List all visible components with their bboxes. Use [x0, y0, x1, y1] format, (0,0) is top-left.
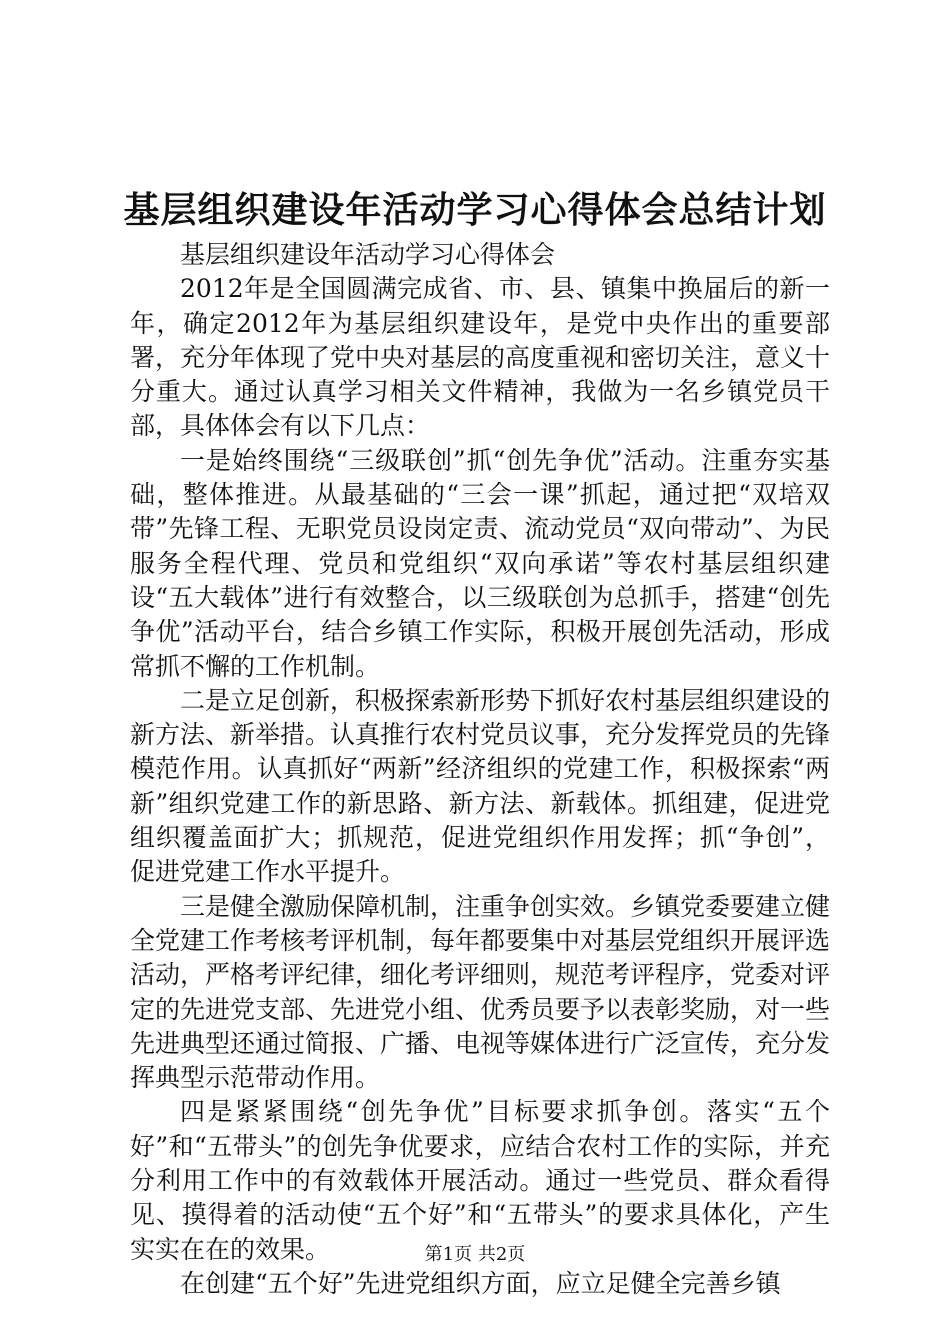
page-number-footer: 第1页 共2页: [424, 1244, 526, 1265]
paragraph: 四是紧紧围绕“创先争优”目标要求抓争创。落实“五个好”和“五带头”的创先争优要求，应结合农村工作的实际，并充分利用工作中的有效载体开展活动。通过一些党员、群众看得见、摸得着的活动使“五个好”和“五带头”的要求具体化，产生实实在在的效果。: [130, 1097, 830, 1264]
document-title: 基层组织建设年活动学习心得体会总结计划: [123, 189, 827, 231]
paragraph: 二是立足创新，积极探索新形势下抓好农村基层组织建设的新方法、新举措。认真推行农村党员议事，充分发挥党员的先锋模范作用。认真抓好“两新”经济组织的党建工作，积极探索“两新”组织党建工作的新思路、新方法、新载体。抓组建，促进党组织覆盖面扩大；抓规范，促进党组织作用发挥；抓“争创”，促进党建工作水平提升。: [130, 685, 831, 887]
document-body: [130, 238, 830, 1301]
paragraph: 2012年是全国圆满完成省、市、县、镇集中换届后的新一年，确定2012年为基层组织建设年，是党中央作出的重要部署，充分年体现了党中央对基层的高度重视和密切关注，意义十分重大。通过认真学习相关文件精神，我做为一名乡镇党员干部，具体体会有以下几点：: [130, 274, 831, 441]
paragraph: 一是始终围绕“三级联创”抓“创先争优”活动。注重夯实基础，整体推进。从最基础的“三会一课”抓起，通过把“双培双带”先锋工程、无职党员设岗定责、流动党员“双向带动”、为民服务全程代理、党员和党组织“双向承诺”等农村基层组织建设“五大载体”进行有效整合，以三级联创为总抓手，搭建“创先争优”活动平台，结合乡镇工作实际，积极开展创先活动，形成常抓不懈的工作机制。: [130, 445, 830, 681]
paragraph: 三是健全激励保障机制，注重争创实效。乡镇党委要建立健全党建工作考核考评机制，每年都要集中对基层党组织开展评选活动，严格考评纪律，细化考评细则，规范考评程序，党委对评定的先进党支部、先进党小组、优秀员要予以表彰奖励，对一些先进典型还通过简报、广播、电视等媒体进行广泛宣传，充分发挥典型示范带动作用。: [130, 891, 831, 1093]
paragraph: 在创建“五个好”先进党组织方面，应立足健全完善乡镇: [180, 1268, 781, 1298]
paragraph-subtitle: 基层组织建设年活动学习心得体会: [180, 240, 556, 269]
